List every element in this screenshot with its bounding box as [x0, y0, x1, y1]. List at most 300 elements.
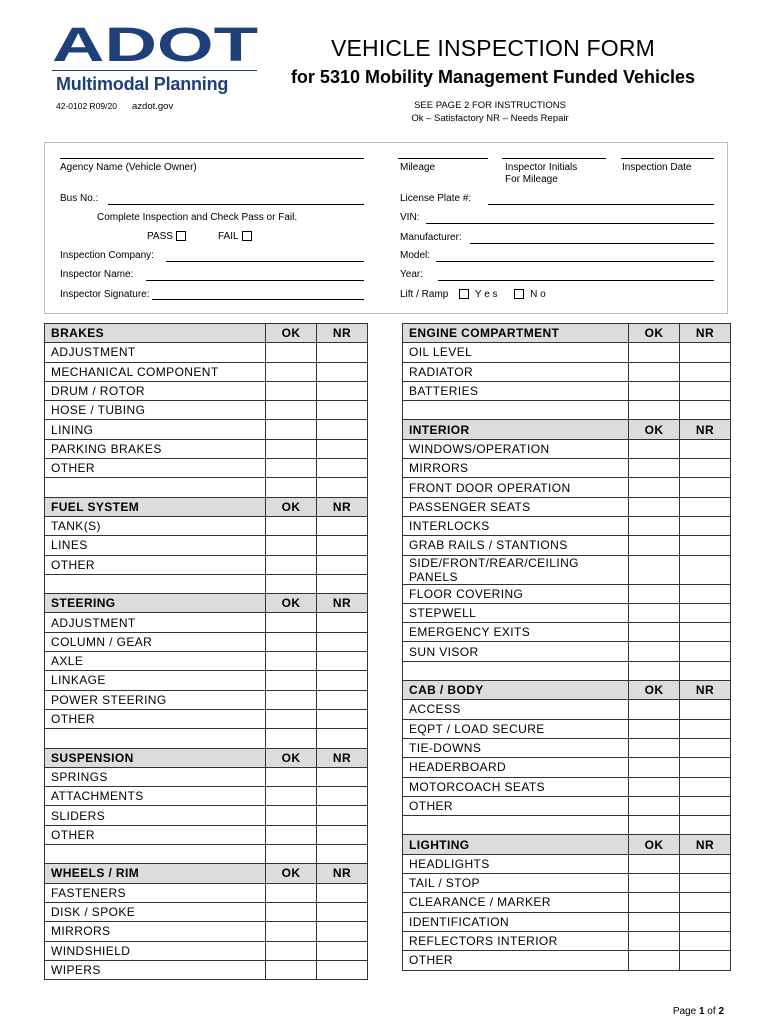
checklist-row	[45, 883, 368, 902]
nr-check-cell[interactable]	[680, 719, 731, 738]
ok-check-cell[interactable]	[266, 709, 317, 728]
checklist-item-label: HEADLIGHTS	[403, 854, 629, 873]
checklist-row	[403, 623, 731, 642]
spacer-cell	[45, 845, 266, 864]
section-title: FUEL SYSTEM	[45, 497, 266, 516]
complete-inspection-note: Complete Inspection and Check Pass or Fail.	[97, 212, 298, 223]
checklist-item-label: FLOOR COVERING	[403, 584, 629, 603]
checklist-item-label: RADIATOR	[403, 362, 629, 381]
inspector-signature-label: Inspector Signature:	[60, 289, 150, 300]
ok-check-cell[interactable]	[629, 381, 680, 400]
spacer-cell	[266, 729, 317, 748]
section-header	[403, 420, 731, 439]
nr-check-cell[interactable]	[317, 516, 368, 535]
ok-check-cell[interactable]	[629, 719, 680, 738]
nr-check-cell[interactable]	[317, 420, 368, 439]
checklist-row	[45, 343, 368, 362]
ok-check-cell[interactable]	[629, 931, 680, 950]
fail-option	[218, 231, 252, 242]
nr-check-cell[interactable]	[680, 439, 731, 458]
ok-check-cell[interactable]	[266, 536, 317, 555]
vin-field[interactable]	[426, 223, 714, 224]
spacer-cell	[266, 478, 317, 497]
ok-check-cell[interactable]	[629, 459, 680, 478]
nr-column-header: NR	[680, 835, 731, 854]
bus-no-field[interactable]	[108, 204, 364, 205]
checklist-row	[45, 439, 368, 458]
checklist-item-label: TANK(S)	[45, 516, 266, 535]
checklist-row	[45, 632, 368, 651]
inspection-company-field[interactable]	[166, 261, 364, 262]
nr-check-cell[interactable]	[317, 381, 368, 400]
ok-check-cell[interactable]	[266, 459, 317, 478]
nr-check-cell[interactable]	[680, 758, 731, 777]
nr-check-cell[interactable]	[680, 343, 731, 362]
checklist-item-label: ACCESS	[403, 700, 629, 719]
checklist-row	[45, 690, 368, 709]
nr-check-cell[interactable]	[317, 690, 368, 709]
spacer-cell	[266, 574, 317, 593]
spacer-row	[45, 729, 368, 748]
section-title: BRAKES	[45, 324, 266, 343]
ok-check-cell[interactable]	[266, 401, 317, 420]
checklist-item-label: OTHER	[45, 825, 266, 844]
checklist-item-label: OTHER	[45, 709, 266, 728]
ok-check-cell[interactable]	[629, 362, 680, 381]
checklist-item-label: ATTACHMENTS	[45, 787, 266, 806]
nr-column-header: NR	[317, 497, 368, 516]
ok-check-cell[interactable]	[266, 825, 317, 844]
checklist-row	[403, 854, 731, 873]
checklist-row	[45, 806, 368, 825]
fail-checkbox[interactable]	[242, 231, 252, 241]
checklist-row	[403, 603, 731, 622]
checklist-row	[45, 652, 368, 671]
ok-check-cell[interactable]	[266, 439, 317, 458]
nr-check-cell[interactable]	[680, 603, 731, 622]
spacer-cell	[45, 478, 266, 497]
spacer-cell	[317, 478, 368, 497]
nr-check-cell[interactable]	[317, 922, 368, 941]
checklist-item-label: LINING	[45, 420, 266, 439]
ok-check-cell[interactable]	[266, 690, 317, 709]
inspection-date-label: Inspection Date	[622, 162, 692, 173]
lift-ramp-label: Lift / Ramp	[400, 289, 449, 300]
ok-check-cell[interactable]	[629, 497, 680, 516]
spacer-cell	[629, 816, 680, 835]
ok-check-cell[interactable]	[266, 555, 317, 574]
checklist-row	[45, 516, 368, 535]
spacer-row	[403, 816, 731, 835]
ok-check-cell[interactable]	[629, 796, 680, 815]
checklist-row	[403, 555, 731, 584]
nr-check-cell[interactable]	[680, 584, 731, 603]
nr-check-cell[interactable]	[680, 738, 731, 757]
ok-check-cell[interactable]	[266, 671, 317, 690]
checklist-row	[45, 536, 368, 555]
ok-check-cell[interactable]	[629, 555, 680, 584]
ok-check-cell[interactable]	[266, 787, 317, 806]
checklist-row	[403, 584, 731, 603]
checklist-item-label: ADJUSTMENT	[45, 343, 266, 362]
checklist-item-label: PASSENGER SEATS	[403, 497, 629, 516]
ok-check-cell[interactable]	[266, 613, 317, 632]
ok-check-cell[interactable]	[266, 632, 317, 651]
model-label: Model:	[400, 250, 431, 261]
ok-column-header: OK	[629, 681, 680, 700]
pass-option	[147, 231, 186, 242]
checklist-row	[403, 738, 731, 757]
checklist-item-label: DRUM / ROTOR	[45, 381, 266, 400]
checklist-item-label: SUN VISOR	[403, 642, 629, 661]
checklist-row	[403, 381, 731, 400]
page-total: 2	[718, 1006, 724, 1017]
ok-check-cell[interactable]	[266, 420, 317, 439]
spacer-cell	[45, 729, 266, 748]
ok-check-cell[interactable]	[266, 941, 317, 960]
section-title: INTERIOR	[403, 420, 629, 439]
ok-check-cell[interactable]	[266, 767, 317, 786]
nr-column-header: NR	[317, 324, 368, 343]
checklist-row	[403, 700, 731, 719]
agency-label: Agency Name (Vehicle Owner)	[60, 162, 197, 173]
ok-check-cell[interactable]	[629, 516, 680, 535]
ok-check-cell[interactable]	[629, 536, 680, 555]
checklist-row	[403, 951, 731, 970]
spacer-cell	[403, 661, 629, 680]
nr-check-cell[interactable]	[680, 893, 731, 912]
spacer-cell	[45, 574, 266, 593]
ok-column-header: OK	[629, 420, 680, 439]
nr-check-cell[interactable]	[317, 806, 368, 825]
page-prefix: Page	[672, 1006, 699, 1017]
inspector-initials-line-1: Inspector Initials	[505, 162, 578, 173]
section-title: LIGHTING	[403, 835, 629, 854]
ok-column-header: OK	[266, 324, 317, 343]
checklist-row	[45, 922, 368, 941]
checklist-item-label: FASTENERS	[45, 883, 266, 902]
checklist-row	[403, 758, 731, 777]
ok-check-cell[interactable]	[629, 439, 680, 458]
lift-yes-checkbox[interactable]	[459, 289, 469, 299]
nr-check-cell[interactable]	[680, 536, 731, 555]
ok-check-cell[interactable]	[266, 343, 317, 362]
spacer-row	[403, 401, 731, 420]
ok-column-header: OK	[629, 324, 680, 343]
checklist-row	[403, 439, 731, 458]
spacer-cell	[317, 574, 368, 593]
section-title: ENGINE COMPARTMENT	[403, 324, 629, 343]
section-title: WHEELS / RIM	[45, 864, 266, 883]
mileage-field[interactable]	[398, 158, 488, 159]
ok-column-header: OK	[266, 748, 317, 767]
ok-check-cell[interactable]	[266, 960, 317, 979]
checklist-item-label: SLIDERS	[45, 806, 266, 825]
checklist-item-label: COLUMN / GEAR	[45, 632, 266, 651]
checklist-row	[403, 459, 731, 478]
nr-check-cell[interactable]	[680, 931, 731, 950]
pass-checkbox[interactable]	[176, 231, 186, 241]
checklist-item-label: BATTERIES	[403, 381, 629, 400]
nr-check-cell[interactable]	[317, 362, 368, 381]
checklist-row	[45, 709, 368, 728]
checklist-item-label: MOTORCOACH SEATS	[403, 777, 629, 796]
instructions-line-1: SEE PAGE 2 FOR INSTRUCTIONS	[414, 100, 566, 111]
checklist-item-label: MIRRORS	[403, 459, 629, 478]
section-header	[45, 864, 368, 883]
ok-column-header: OK	[266, 594, 317, 613]
instructions-line-2: Ok – Satisfactory NR – Needs Repair	[411, 113, 569, 124]
section-header	[45, 324, 368, 343]
ok-check-cell[interactable]	[629, 912, 680, 931]
ok-check-cell[interactable]	[629, 478, 680, 497]
checklist-item-label: OTHER	[45, 555, 266, 574]
section-header	[403, 681, 731, 700]
manufacturer-field[interactable]	[470, 243, 714, 244]
ok-check-cell[interactable]	[266, 381, 317, 400]
nr-check-cell[interactable]	[680, 777, 731, 796]
nr-check-cell[interactable]	[317, 787, 368, 806]
checklist-item-label: SPRINGS	[45, 767, 266, 786]
ok-check-cell[interactable]	[266, 883, 317, 902]
checklist-item-label: OTHER	[45, 459, 266, 478]
checklist-item-label: INTERLOCKS	[403, 516, 629, 535]
mileage-label: Mileage	[400, 162, 436, 173]
ok-column-header: OK	[266, 497, 317, 516]
nr-check-cell[interactable]	[317, 767, 368, 786]
checklist-item-label: REFLECTORS INTERIOR	[403, 931, 629, 950]
form-number: 42-0102 R09/20	[56, 101, 117, 111]
checklist-row	[403, 536, 731, 555]
spacer-row	[45, 478, 368, 497]
nr-check-cell[interactable]	[680, 362, 731, 381]
year-field[interactable]	[438, 280, 714, 281]
checklist-item-label: WINDSHIELD	[45, 941, 266, 960]
checklist-item-label: CLEARANCE / MARKER	[403, 893, 629, 912]
fail-label: FAIL	[218, 231, 239, 242]
ok-check-cell[interactable]	[266, 922, 317, 941]
section-header	[403, 835, 731, 854]
logo-text: ADOT	[52, 24, 258, 64]
ok-check-cell[interactable]	[629, 700, 680, 719]
license-plate-label: License Plate #:	[400, 193, 472, 204]
nr-check-cell[interactable]	[317, 536, 368, 555]
checklist-item-label: GRAB RAILS / STANTIONS	[403, 536, 629, 555]
checklist-item-label: LINES	[45, 536, 266, 555]
agency-field[interactable]	[60, 158, 364, 159]
right-checklist	[402, 323, 731, 971]
checklist-row	[403, 343, 731, 362]
checklist-item-label: OTHER	[403, 951, 629, 970]
spacer-cell	[403, 816, 629, 835]
adot-logo	[52, 24, 258, 64]
ok-check-cell[interactable]	[629, 584, 680, 603]
website: azdot.gov	[132, 101, 174, 112]
checklist-item-label: MECHANICAL COMPONENT	[45, 362, 266, 381]
nr-check-cell[interactable]	[317, 960, 368, 979]
checklist-row	[45, 381, 368, 400]
page-current: 1	[698, 1006, 705, 1017]
checklist-row	[45, 825, 368, 844]
left-checklist	[44, 323, 368, 980]
checklist-item-label: EQPT / LOAD SECURE	[403, 719, 629, 738]
license-plate-field[interactable]	[488, 204, 714, 205]
nr-check-cell[interactable]	[317, 902, 368, 921]
ok-check-cell[interactable]	[266, 652, 317, 671]
checklist-item-label: FRONT DOOR OPERATION	[403, 478, 629, 497]
checklist-row	[45, 767, 368, 786]
checklist-row	[45, 671, 368, 690]
nr-check-cell[interactable]	[317, 941, 368, 960]
checklist-item-label: IDENTIFICATION	[403, 912, 629, 931]
lift-no-checkbox[interactable]	[514, 289, 524, 299]
pass-label: PASS	[147, 231, 173, 242]
spacer-cell	[680, 816, 731, 835]
ok-check-cell[interactable]	[629, 893, 680, 912]
nr-check-cell[interactable]	[680, 642, 731, 661]
inspector-signature-field[interactable]	[152, 299, 364, 300]
checklist-row	[45, 401, 368, 420]
inspector-initials-field[interactable]	[502, 158, 606, 159]
spacer-cell	[629, 661, 680, 680]
checklist-item-label: HOSE / TUBING	[45, 401, 266, 420]
nr-check-cell[interactable]	[317, 825, 368, 844]
nr-check-cell[interactable]	[680, 796, 731, 815]
nr-check-cell[interactable]	[680, 516, 731, 535]
checklist-row	[403, 893, 731, 912]
nr-check-cell[interactable]	[680, 497, 731, 516]
nr-check-cell[interactable]	[317, 883, 368, 902]
ok-check-cell[interactable]	[629, 758, 680, 777]
checklist-item-label: TIE-DOWNS	[403, 738, 629, 757]
checklist-item-label: WINDOWS/OPERATION	[403, 439, 629, 458]
ok-check-cell[interactable]	[266, 902, 317, 921]
ok-check-cell[interactable]	[629, 951, 680, 970]
checklist-row	[403, 796, 731, 815]
nr-check-cell[interactable]	[317, 709, 368, 728]
checklist-row	[403, 719, 731, 738]
nr-check-cell[interactable]	[317, 459, 368, 478]
form-subtitle: for 5310 Mobility Management Funded Vehicles	[290, 67, 696, 87]
inspector-initials-label	[505, 162, 577, 186]
nr-check-cell[interactable]	[317, 671, 368, 690]
nr-check-cell[interactable]	[680, 459, 731, 478]
nr-check-cell[interactable]	[317, 652, 368, 671]
checklist-item-label: OIL LEVEL	[403, 343, 629, 362]
nr-column-header: NR	[317, 748, 368, 767]
checklist-row	[45, 613, 368, 632]
ok-column-header: OK	[266, 864, 317, 883]
ok-check-cell[interactable]	[629, 777, 680, 796]
section-title: STEERING	[45, 594, 266, 613]
spacer-row	[45, 845, 368, 864]
nr-check-cell[interactable]	[680, 854, 731, 873]
checklist-item-label: EMERGENCY EXITS	[403, 623, 629, 642]
ok-check-cell[interactable]	[629, 642, 680, 661]
nr-column-header: NR	[317, 594, 368, 613]
checklist-row	[403, 912, 731, 931]
nr-check-cell[interactable]	[680, 478, 731, 497]
section-title: SUSPENSION	[45, 748, 266, 767]
nr-check-cell[interactable]	[680, 700, 731, 719]
spacer-cell	[403, 401, 629, 420]
ok-check-cell[interactable]	[266, 806, 317, 825]
ok-check-cell[interactable]	[629, 343, 680, 362]
page-number	[673, 1006, 724, 1017]
checklist-item-label: LINKAGE	[45, 671, 266, 690]
checklist-item-label: ADJUSTMENT	[45, 613, 266, 632]
ok-check-cell[interactable]	[629, 854, 680, 873]
model-field[interactable]	[436, 261, 714, 262]
nr-check-cell[interactable]	[317, 632, 368, 651]
nr-check-cell[interactable]	[680, 912, 731, 931]
checklist-item-label: STEPWELL	[403, 603, 629, 622]
page-of: of	[704, 1006, 719, 1017]
inspection-date-field[interactable]	[621, 158, 714, 159]
nr-column-header: NR	[680, 681, 731, 700]
nr-check-cell[interactable]	[680, 555, 731, 584]
checklist-item-label: OTHER	[403, 796, 629, 815]
checklist-item-label: HEADERBOARD	[403, 758, 629, 777]
ok-check-cell[interactable]	[629, 603, 680, 622]
checklist-row	[403, 777, 731, 796]
spacer-cell	[266, 845, 317, 864]
section-title: CAB / BODY	[403, 681, 629, 700]
logo-divider	[52, 70, 257, 71]
checklist-row	[403, 642, 731, 661]
nr-check-cell[interactable]	[680, 951, 731, 970]
logo-subtitle: Multimodal Planning	[56, 74, 229, 94]
ok-check-cell[interactable]	[266, 516, 317, 535]
checklist-row	[45, 420, 368, 439]
lift-no-label: N o	[530, 289, 546, 300]
checklist-item-label: PARKING BRAKES	[45, 439, 266, 458]
spacer-cell	[317, 729, 368, 748]
checklist-item-label: AXLE	[45, 652, 266, 671]
checklist-item-label: POWER STEERING	[45, 690, 266, 709]
ok-check-cell[interactable]	[629, 623, 680, 642]
inspection-company-label: Inspection Company:	[60, 250, 154, 261]
nr-check-cell[interactable]	[317, 401, 368, 420]
checklist-row	[45, 787, 368, 806]
nr-check-cell[interactable]	[680, 874, 731, 893]
inspector-initials-line-2: For Mileage	[505, 174, 558, 185]
ok-check-cell[interactable]	[629, 874, 680, 893]
spacer-cell	[317, 845, 368, 864]
ok-check-cell[interactable]	[266, 362, 317, 381]
nr-check-cell[interactable]	[317, 343, 368, 362]
checklist-row	[403, 497, 731, 516]
spacer-cell	[680, 661, 731, 680]
nr-check-cell[interactable]	[317, 555, 368, 574]
ok-check-cell[interactable]	[629, 738, 680, 757]
manufacturer-label: Manufacturer:	[400, 232, 462, 243]
checklist-item-label: TAIL / STOP	[403, 874, 629, 893]
checklist-item-label: WIPERS	[45, 960, 266, 979]
nr-check-cell[interactable]	[680, 381, 731, 400]
lift-yes-label: Y e s	[474, 289, 498, 300]
section-header	[45, 748, 368, 767]
checklist-row	[45, 459, 368, 478]
nr-check-cell[interactable]	[317, 613, 368, 632]
nr-check-cell[interactable]	[317, 439, 368, 458]
inspector-name-field[interactable]	[146, 280, 364, 281]
nr-check-cell[interactable]	[680, 623, 731, 642]
checklist-row	[403, 516, 731, 535]
checklist-item-label: MIRRORS	[45, 922, 266, 941]
instructions-note	[390, 99, 590, 125]
checklist-item-label: SIDE/FRONT/REAR/CEILING PANELS	[403, 555, 629, 584]
